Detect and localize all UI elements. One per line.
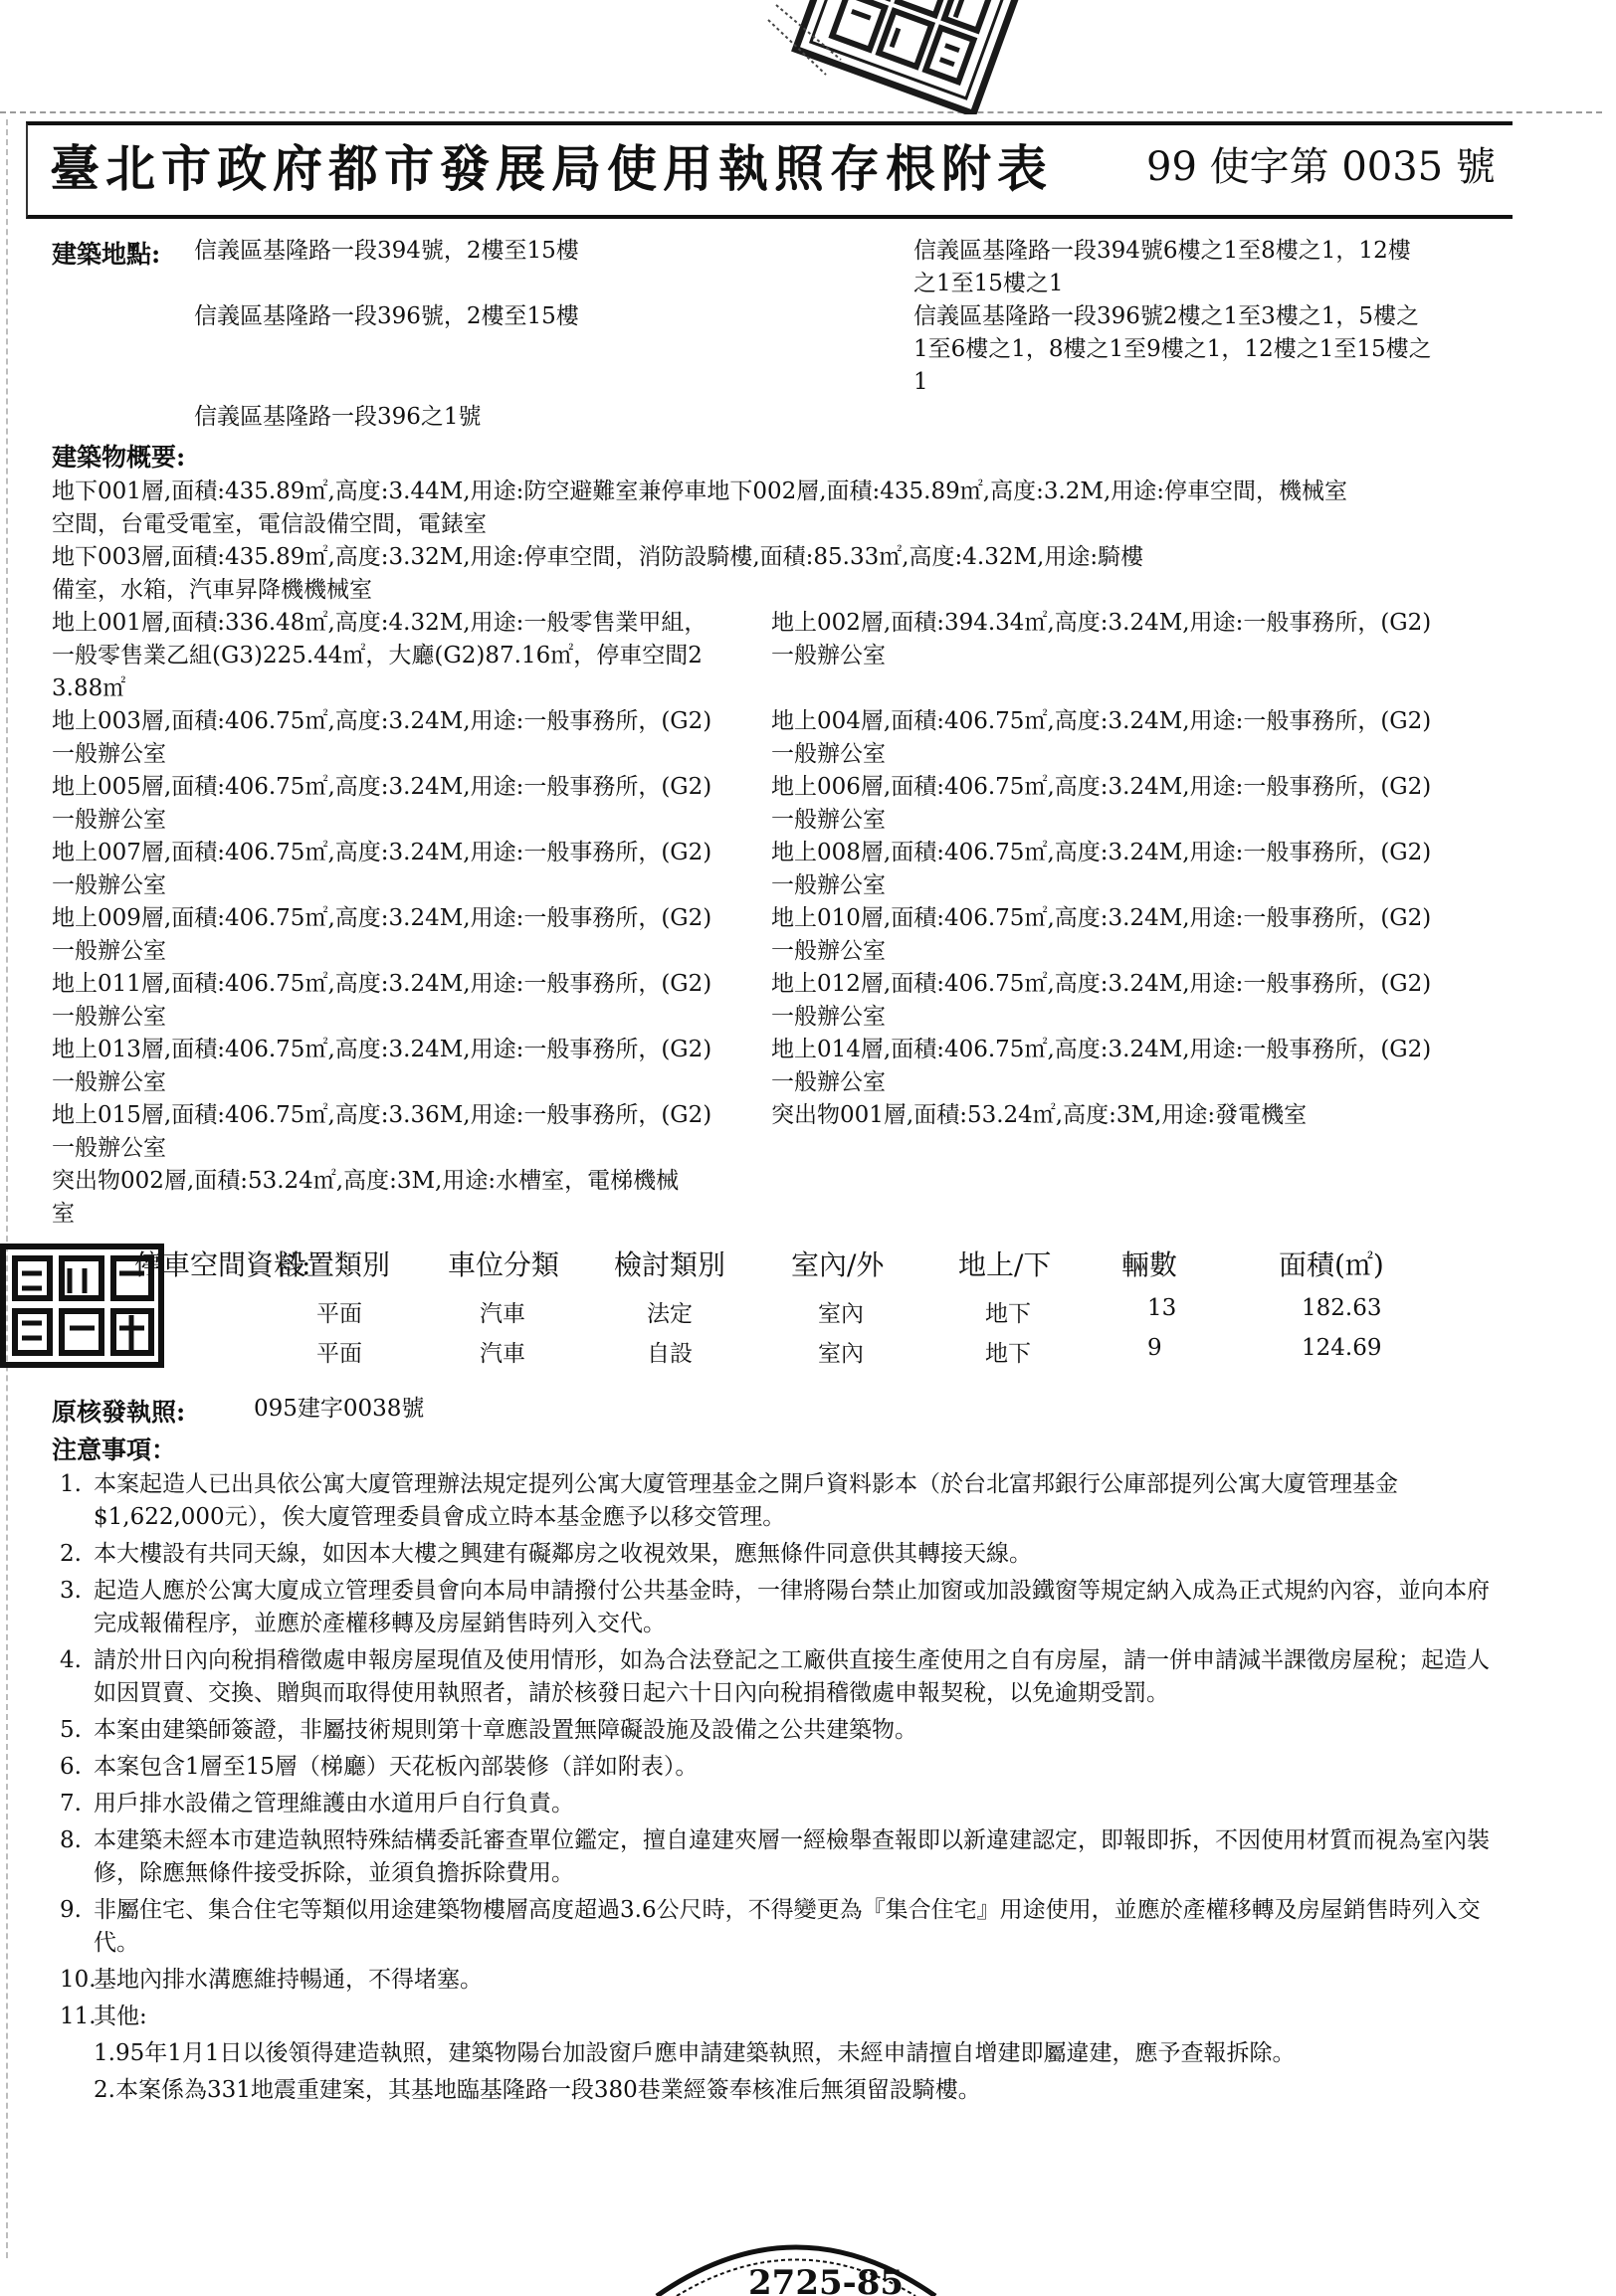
summary-right-text: 一般辦公室 [771,872,886,898]
permit-number: 99 使字第 0035 號 [1146,144,1496,190]
note-text: 本大樓設有共同天線，如因本大樓之興建有礙鄰房之收視效果，應無條件同意供其轉接天線。 [94,1541,1032,1567]
parking-cell: 自設 [647,1341,693,1367]
summary-row [52,574,1495,607]
original-permit-label: 原核發執照: [52,1398,186,1427]
parking-header-review: 檢討類別 [614,1248,726,1281]
note-text: 本案包含1層至15層（梯廳）天花板內部裝修（詳如附表）。 [94,1754,699,1780]
summary-right-text: 一般辦公室 [771,938,886,964]
summary-row [52,476,1495,508]
parking-cell: 124.69 [1302,1335,1382,1361]
parking-cell: 汽車 [480,1301,525,1327]
summary-left-text: 一般辦公室 [52,872,166,898]
note-item [60,2001,1499,2033]
summary-row [52,1001,1495,1034]
site-address-right-2-line1: 信義區基隆路一段396號2樓之1至3樓之1，5樓之 [913,303,1420,329]
note-number: 8. [60,1827,82,1853]
parking-cell: 法定 [647,1301,693,1327]
parking-cell: 平面 [316,1301,362,1327]
parking-header-area: 面積(㎡) [1279,1248,1384,1281]
note-text: 基地內排水溝應維持暢通，不得堵塞。 [94,1967,483,1993]
note-item [60,1964,1499,1997]
summary-right-text: 地上014層,面積:406.75㎡,高度:3.24M,用途:一般事務所，(G2) [771,1037,1432,1062]
summary-left-text: 地上007層,面積:406.75㎡,高度:3.24M,用途:一般事務所，(G2) [52,840,712,865]
summary-row [52,607,1495,640]
parking-header-category: 車位分類 [448,1248,560,1281]
note-number: 7. [60,1791,82,1817]
summary-row [52,1034,1495,1066]
site-address-right-2-line3: 1 [913,369,928,395]
note-item [60,1824,1499,1890]
summary-row [52,738,1495,771]
parking-cell: 182.63 [1302,1295,1382,1321]
summary-row [52,508,1495,541]
parking-header-count: 輛數 [1121,1248,1178,1281]
note-text: 請於卅日內向稅捐稽徵處申報房屋現值及使用情形，如為合法登記之工廠供直接生產使用之自有房屋，請一併申請減半課徵房屋稅；起造人如因買賣、交換、贈與而取得使用執照者，請於核發日起六十日內向稅捐稽徵處申報契稅，以免逾期受罰。 [94,1647,1490,1706]
summary-left-text: 室 [52,1201,75,1227]
parking-label: 停車空間資料: [134,1248,311,1281]
summary-right-text: 地上004層,面積:406.75㎡,高度:3.24M,用途:一般事務所，(G2) [771,708,1432,734]
summary-left-text: 地下003層,面積:435.89㎡,高度:3.32M,用途:停車空間，消防設騎樓,面積:85.33㎡,高度:4.32M,用途:騎樓 [52,544,1144,570]
parking-cell: 室內 [818,1301,864,1327]
note-number: 10. [60,1967,97,1993]
note-item [60,1644,1499,1710]
note-text: 其他: [94,2004,147,2029]
site-address-right-1-line2: 之1至15樓之1 [913,271,1064,296]
note-sub-text: 2.本案係為331地震重建案，其基地臨基隆路一段380巷業經簽奉核准后無須留設騎樓。 [94,2077,981,2103]
summary-row [52,902,1495,935]
seal-number: 2725-85 [748,2263,905,2296]
summary-left-text: 突出物002層,面積:53.24㎡,高度:3M,用途:水槽室，電梯機械 [52,1168,680,1194]
note-text: 起造人應於公寓大廈成立管理委員會向本局申請撥付公共基金時，一律將陽台禁止加窗或加設鐵窗等規定納入成為正式規約內容，並向本府完成報備程序，並應於產權移轉及房屋銷售時列入交代。 [94,1578,1490,1636]
summary-left-text: 一般辦公室 [52,938,166,964]
note-text: 本案起造人已出具依公寓大廈管理辦法規定提列公寓大廈管理基金之開戶資料影本（於台北富邦銀行公庫部提列公寓大廈管理基金$1,622,000元），俟大廈管理委員會成立時本基金應予以移交管理。 [94,1471,1398,1530]
summary-row [52,1066,1495,1099]
note-item [60,1714,1499,1747]
summary-left-text: 一般辦公室 [52,1069,166,1095]
summary-left-text: 一般辦公室 [52,1004,166,1030]
parking-cell: 平面 [316,1341,362,1367]
summary-right-text: 一般辦公室 [771,1069,886,1095]
summary-left-text: 地上011層,面積:406.75㎡,高度:3.24M,用途:一般事務所，(G2) [52,971,712,997]
notes-list [60,1468,1499,2111]
note-number: 2. [60,1541,82,1567]
note-sub-text: 1.95年1月1日以後領得建造執照，建築物陽台加設窗戶應申請建築執照，未經申請擅自增建即屬違建，應予查報拆除。 [94,2040,1296,2066]
summary-row [52,968,1495,1001]
summary-left-text: 一般辦公室 [52,1135,166,1161]
note-text: 本案由建築師簽證，非屬技術規則第十章應設置無障礙設施及設備之公共建築物。 [94,1717,917,1743]
summary-left-text: 地上001層,面積:336.48㎡,高度:4.32M,用途:一般零售業甲組， [52,610,707,636]
site-address-left-2: 信義區基隆路一段396號，2樓至15樓 [194,303,579,329]
official-seal-stamp-top [766,0,1020,114]
summary-right-text: 地上008層,面積:406.75㎡,高度:3.24M,用途:一般事務所，(G2) [771,840,1432,865]
summary-left-text: 空間，台電受電室，電信設備空間，電錶室 [52,511,487,537]
note-item [60,1468,1499,1534]
note-number: 1. [60,1471,82,1497]
summary-left-text: 地下001層,面積:435.89㎡,高度:3.44M,用途:防空避難室兼停車地下002層,面積:435.89㎡,高度:3.2M,用途:停車空間，機械室 [52,478,1348,504]
summary-left-text: 地上015層,面積:406.75㎡,高度:3.36M,用途:一般事務所，(G2) [52,1102,712,1128]
building-summary [52,476,1495,1231]
summary-left-text: 地上009層,面積:406.75㎡,高度:3.24M,用途:一般事務所，(G2) [52,905,712,931]
note-text: 非屬住宅、集合住宅等類似用途建築物樓層高度超過3.6公尺時，不得變更為『集合住宅』用途使用，並應於產權移轉及房屋銷售時列入交代。 [94,1897,1481,1956]
note-number: 3. [60,1578,82,1604]
summary-left-text: 地上005層,面積:406.75㎡,高度:3.24M,用途:一般事務所，(G2) [52,774,712,800]
summary-right-text: 地上002層,面積:394.34㎡,高度:3.24M,用途:一般事務所，(G2) [771,610,1432,636]
scan-left-edge [6,119,8,2258]
note-item [60,1894,1499,1960]
note-text: 用戶排水設備之管理維護由水道用戶自行負責。 [94,1791,574,1817]
parking-cell: 地下 [985,1301,1031,1327]
building-summary-label: 建築物概要: [52,443,186,472]
summary-left-text: 備室，水箱，汽車昇降機機械室 [52,577,372,603]
summary-right-text: 一般辦公室 [771,1004,886,1030]
note-number: 4. [60,1647,82,1673]
summary-row [52,935,1495,968]
note-item [60,1538,1499,1571]
summary-row [52,771,1495,804]
summary-row [52,1099,1495,1132]
summary-row [52,672,1495,705]
summary-left-text: 地上013層,面積:406.75㎡,高度:3.24M,用途:一般事務所，(G2) [52,1037,712,1062]
note-sub-item [66,2037,1499,2070]
summary-left-text: 一般零售業乙組(G3)225.44㎡，大廳(G2)87.16㎡，停車空間2 [52,643,703,669]
note-item [60,1788,1499,1820]
site-label: 建築地點: [52,240,161,269]
parking-cell: 室內 [818,1341,864,1367]
site-address-right-1-line1: 信義區基隆路一段394號6樓之1至8樓之1，12樓 [913,238,1411,264]
note-number: 6. [60,1754,82,1780]
parking-header-type: 設置類別 [279,1248,391,1281]
summary-row [52,837,1495,869]
summary-right-text: 一般辦公室 [771,741,886,767]
summary-row [52,1132,1495,1165]
summary-row [52,1198,1495,1231]
summary-right-text: 突出物001層,面積:53.24㎡,高度:3M,用途:發電機室 [771,1102,1308,1128]
note-number: 5. [60,1717,82,1743]
summary-row [52,640,1495,672]
parking-cell: 地下 [985,1341,1031,1367]
summary-right-text: 地上012層,面積:406.75㎡,高度:3.24M,用途:一般事務所，(G2) [771,971,1432,997]
note-item [60,1575,1499,1640]
summary-row [52,541,1495,574]
note-item [60,1751,1499,1784]
site-address-left-3: 信義區基隆路一段396之1號 [194,404,482,430]
note-sub-item [66,2074,1499,2107]
note-number: 9. [60,1897,82,1923]
parking-header-indoor: 室內/外 [791,1248,885,1281]
notes-label: 注意事項： [52,1435,177,1464]
note-text: 本建築未經本市建造執照特殊結構委託審查單位鑑定，擅自違建夾層一經檢舉查報即以新違建認定，即報即拆，不因使用材質而視為室內裝修，除應無條件接受拆除，並須負擔拆除費用。 [94,1827,1490,1886]
summary-right-text: 一般辦公室 [771,643,886,669]
parking-cell: 13 [1147,1295,1177,1321]
summary-row [52,1165,1495,1198]
original-permit-value: 095建字0038號 [254,1396,425,1422]
parking-cell: 汽車 [480,1341,525,1367]
summary-right-text: 地上010層,面積:406.75㎡,高度:3.24M,用途:一般事務所，(G2) [771,905,1432,931]
summary-right-text: 地上006層,面積:406.75㎡,高度:3.24M,用途:一般事務所，(G2) [771,774,1432,800]
summary-left-text: 一般辦公室 [52,807,166,833]
parking-cell: 9 [1147,1335,1162,1361]
summary-left-text: 地上003層,面積:406.75㎡,高度:3.24M,用途:一般事務所，(G2) [52,708,712,734]
summary-row [52,869,1495,902]
note-number: 11. [60,2004,97,2029]
document-title: 臺北市政府都市發展局使用執照存根附表 [50,139,1053,198]
summary-left-text: 3.88㎡ [52,675,126,701]
parking-header-level: 地上/下 [958,1248,1052,1281]
summary-right-text: 一般辦公室 [771,807,886,833]
summary-left-text: 一般辦公室 [52,741,166,767]
site-address-right-2-line2: 1至6樓之1，8樓之1至9樓之1，12樓之1至15樓之 [913,336,1432,362]
seal-number-stamp [637,2228,955,2296]
summary-row [52,705,1495,738]
summary-row [52,804,1495,837]
site-address-left-1: 信義區基隆路一段394號，2樓至15樓 [194,238,579,264]
